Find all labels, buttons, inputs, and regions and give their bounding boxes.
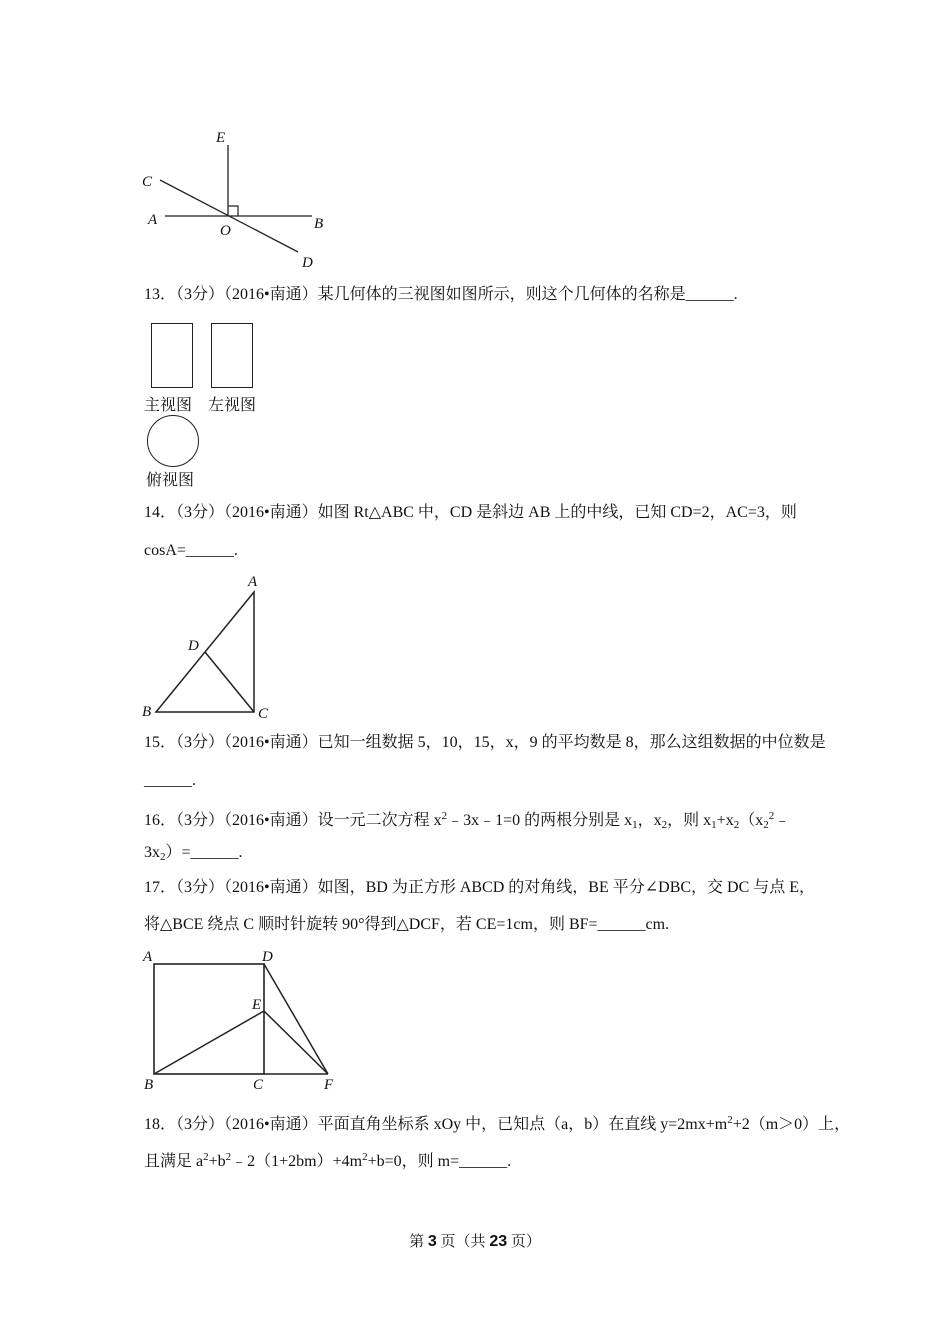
question-16-line1: [144, 806, 790, 835]
q18-line1b: +2（m＞0）上，: [732, 1116, 851, 1133]
question-13: 13．（3分）（2016•南通）某几何体的三视图如图所示，则这个几何体的名称是______.: [144, 286, 738, 303]
footer-pre: 第: [409, 1234, 428, 1250]
top-view-label: 俯视图: [146, 472, 195, 489]
label-d: D: [302, 255, 313, 271]
q16-sub4: 2: [733, 819, 740, 831]
question-14-line1: 14．（3分）（2016•南通）如图 Rt△ABC 中，CD 是斜边 AB 上的中线，已知 CD=2，AC=3，则: [144, 504, 797, 521]
q16-mid4: +x: [716, 812, 734, 829]
footer-post: 页）: [507, 1234, 541, 1250]
front-view-label: 主视图: [144, 397, 193, 414]
figure-right-triangle: [140, 570, 280, 725]
left-view-rect: [211, 323, 253, 388]
top-view-circle: [147, 415, 199, 467]
question-14-line2: cosA=______.: [144, 542, 238, 559]
q18-sup2: 2: [203, 1151, 209, 1163]
footer-mid: 页（共: [436, 1234, 490, 1250]
label-c: C: [258, 706, 269, 722]
q16-sup1: 2: [441, 810, 448, 822]
q16-mid1: ﹣3x﹣1=0 的两根分别是 x: [447, 812, 633, 829]
label-b: B: [144, 1077, 154, 1093]
q16-sub5: 2: [763, 819, 769, 831]
question-17-line1: 17．（3分）（2016•南通）如图，BD 为正方形 ABCD 的对角线，BE 平分∠DBC，交 DC 与点 E，: [144, 879, 816, 896]
q18-sup1: 2: [727, 1114, 733, 1126]
q16-prefix: 16．（3分）（2016•南通）设一元二次方程 x: [144, 812, 442, 829]
segment-be: [154, 1011, 264, 1074]
q18-sup3: 2: [225, 1151, 232, 1163]
right-angle-mark: [228, 206, 238, 216]
label-c: C: [142, 174, 153, 190]
q16-sub6: 2: [160, 851, 166, 863]
label-d: D: [188, 638, 199, 654]
q18-line2b: +b: [208, 1153, 226, 1170]
footer-total-pages: 23: [489, 1233, 508, 1250]
q16-mid6: ﹣: [774, 812, 791, 829]
question-16-line2: [144, 843, 243, 867]
q16-line2a: 3x: [144, 844, 160, 861]
label-b: B: [314, 216, 324, 232]
q16-sub1: 1: [632, 819, 638, 831]
question-15-line2: ______.: [144, 772, 196, 789]
q18-line1: 18．（3分）（2016•南通）平面直角坐标系 xOy 中，已知点（a，b）在直线 y=2mx+m: [144, 1116, 728, 1133]
label-e: E: [216, 130, 226, 146]
q16-mid3: ，则 x: [667, 812, 712, 829]
q16-mid2: ，x: [637, 812, 662, 829]
square-abcd: [154, 964, 264, 1074]
label-a: A: [143, 949, 153, 965]
label-a: A: [248, 574, 258, 590]
label-o: O: [220, 223, 231, 239]
label-a: A: [148, 212, 158, 228]
label-f: F: [324, 1077, 334, 1093]
front-view-rect: [151, 323, 193, 388]
median-cd: [205, 652, 254, 712]
q18-line2d: +b=0，则 m=______.: [367, 1153, 512, 1170]
figure-angle-lines: [140, 120, 340, 275]
question-18-line1: [144, 1110, 850, 1135]
footer-page-number: 3: [427, 1233, 437, 1250]
page-footer: [0, 1230, 950, 1251]
label-e: E: [252, 997, 262, 1013]
q16-sub3: 1: [711, 819, 717, 831]
q18-line2c: ﹣2（1+2bm）+4m: [231, 1153, 363, 1170]
question-17-line2: 将△BCE 绕点 C 顺时针旋转 90°得到△DCF，若 CE=1cm，则 BF=______cm.: [144, 916, 670, 933]
q18-line2a: 且满足 a: [144, 1153, 204, 1170]
q16-mid5: （x: [739, 812, 764, 829]
label-d: D: [262, 949, 273, 965]
question-15-line1: 15．（3分）（2016•南通）已知一组数据 5，10，15，x，9 的平均数是 8，那么这组数据的中位数是: [144, 734, 826, 751]
q18-sup4: 2: [362, 1151, 368, 1163]
q16-sub2: 2: [661, 819, 668, 831]
question-18-line2: [144, 1147, 511, 1172]
label-b: B: [142, 704, 152, 720]
q16-sup2: 2: [768, 810, 775, 822]
segment-df: [264, 964, 328, 1074]
figure-square-rotation: [140, 945, 350, 1095]
label-c: C: [253, 1077, 264, 1093]
q16-line2b: ）=______.: [165, 844, 243, 861]
left-view-label: 左视图: [208, 397, 257, 414]
